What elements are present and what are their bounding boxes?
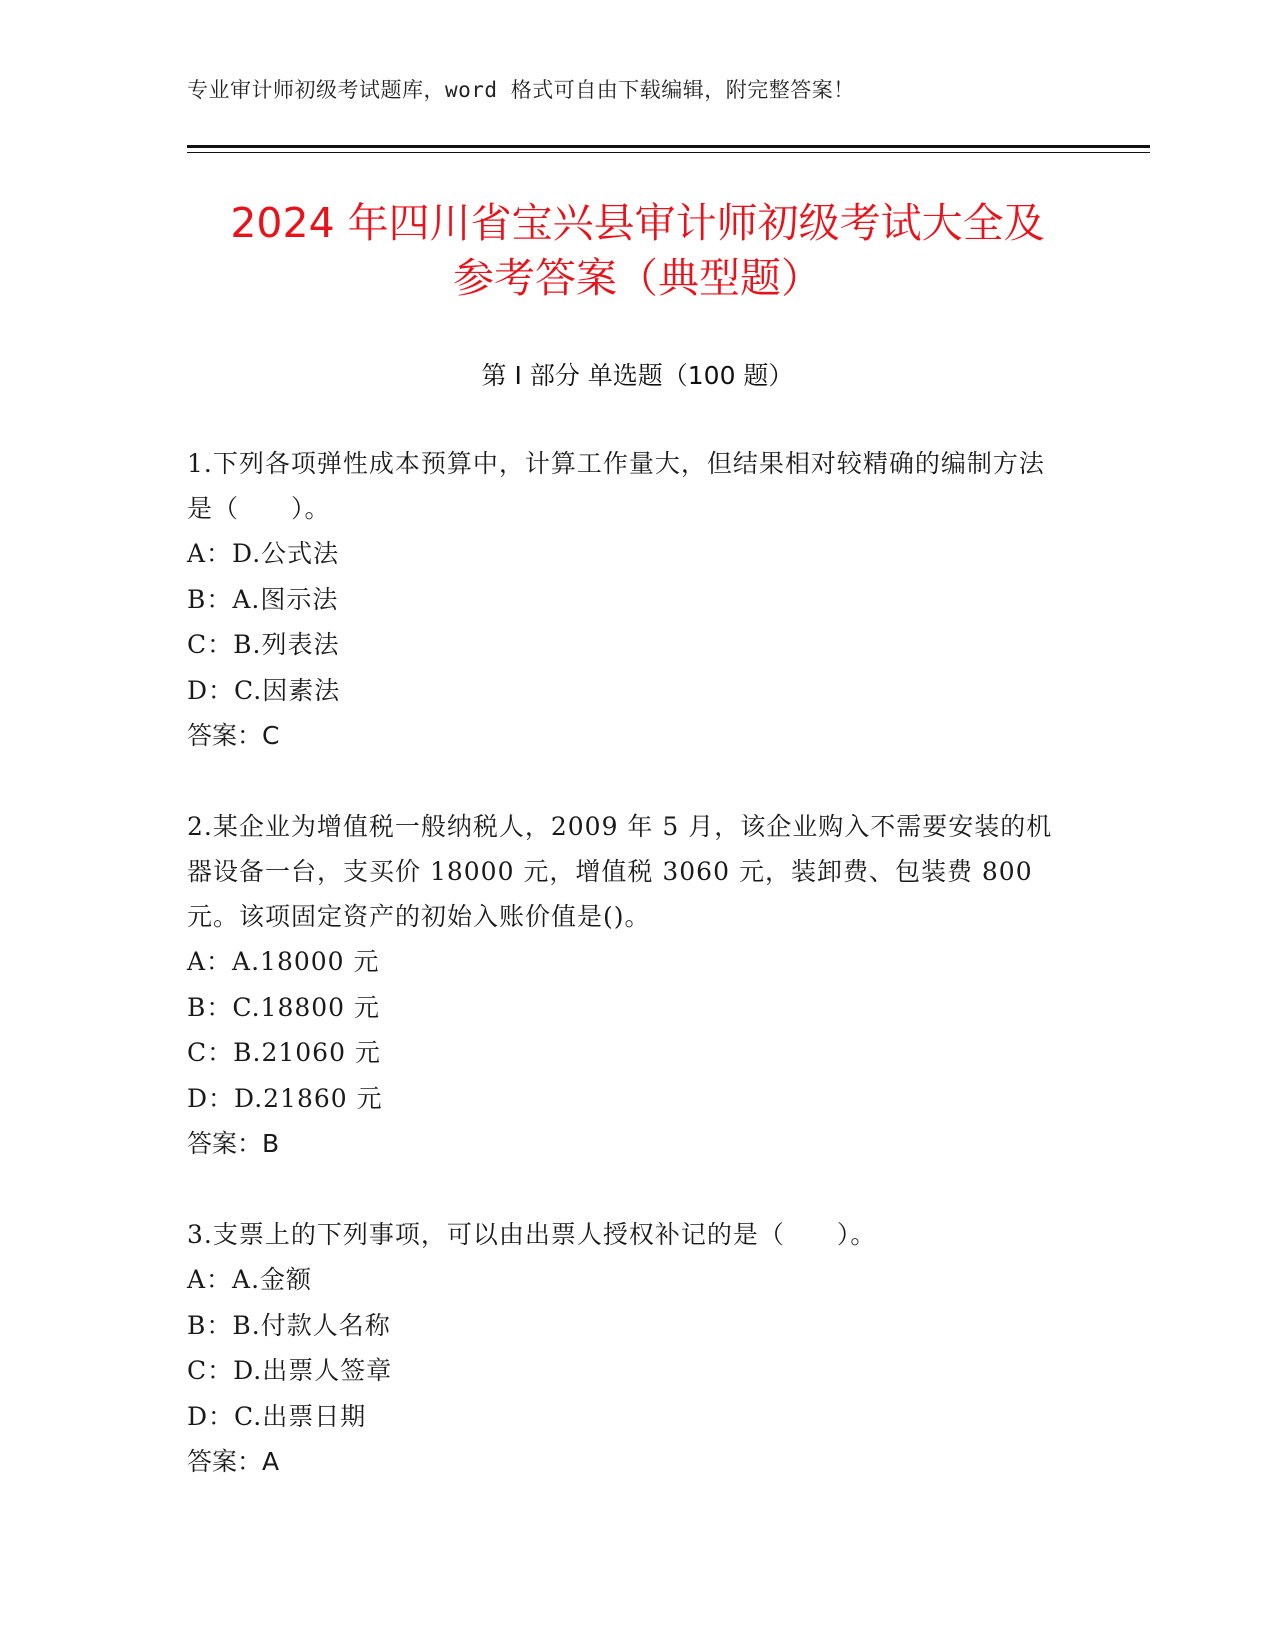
document-title — [120, 196, 1155, 306]
question-3 — [187, 1212, 1067, 1484]
question-stem: 3.支票上的下列事项，可以由出票人授权补记的是（ ）。 — [187, 1220, 877, 1249]
answer: 答案：B — [187, 1129, 280, 1158]
option-a: A：A.18000 元 — [187, 947, 380, 976]
option-b: B：A.图示法 — [187, 584, 339, 614]
option-c: C：D.出票人签章 — [187, 1356, 393, 1385]
header-rule-thick — [187, 145, 1150, 148]
header-rule-thin — [187, 152, 1150, 153]
option-d: D：C.出票日期 — [187, 1401, 367, 1431]
answer: 答案：A — [187, 1447, 280, 1476]
title-line-2: 参考答案（典型题） — [453, 254, 822, 302]
option-c: C：B.21060 元 — [187, 1038, 381, 1067]
section-title: 第 I 部分 单选题（100 题） — [481, 361, 794, 390]
option-d: D：C.因素法 — [187, 675, 341, 705]
option-d: D：D.21860 元 — [187, 1083, 383, 1113]
question-stem: 1.下列各项弹性成本预算中，计算工作量大，但结果相对较精确的编制方法是（ ）。 — [187, 449, 1045, 523]
question-list — [187, 441, 1067, 1530]
header-note: 专业审计师初级考试题库，word 格式可自由下载编辑，附完整答案！ — [187, 78, 855, 102]
option-a: A：A.金额 — [187, 1265, 313, 1294]
title-line-1: 2024 年四川省宝兴县审计师初级考试大全及 — [230, 199, 1045, 247]
question-2 — [187, 804, 1067, 1166]
option-c: C：B.列表法 — [187, 630, 340, 659]
option-b: B：C.18800 元 — [187, 992, 381, 1022]
question-stem: 2.某企业为增值税一般纳税人，2009 年 5 月，该企业购入不需要安装的机器设备一台，支买价 18000 元，增值税 3060 元，装卸费、包装费 800 元。该项固定资产的初始入账价值是()。 — [187, 812, 1053, 931]
option-b: B：B.付款人名称 — [187, 1310, 391, 1340]
question-1 — [187, 441, 1067, 758]
answer: 答案：C — [187, 721, 280, 750]
option-a: A：D.公式法 — [187, 539, 340, 568]
